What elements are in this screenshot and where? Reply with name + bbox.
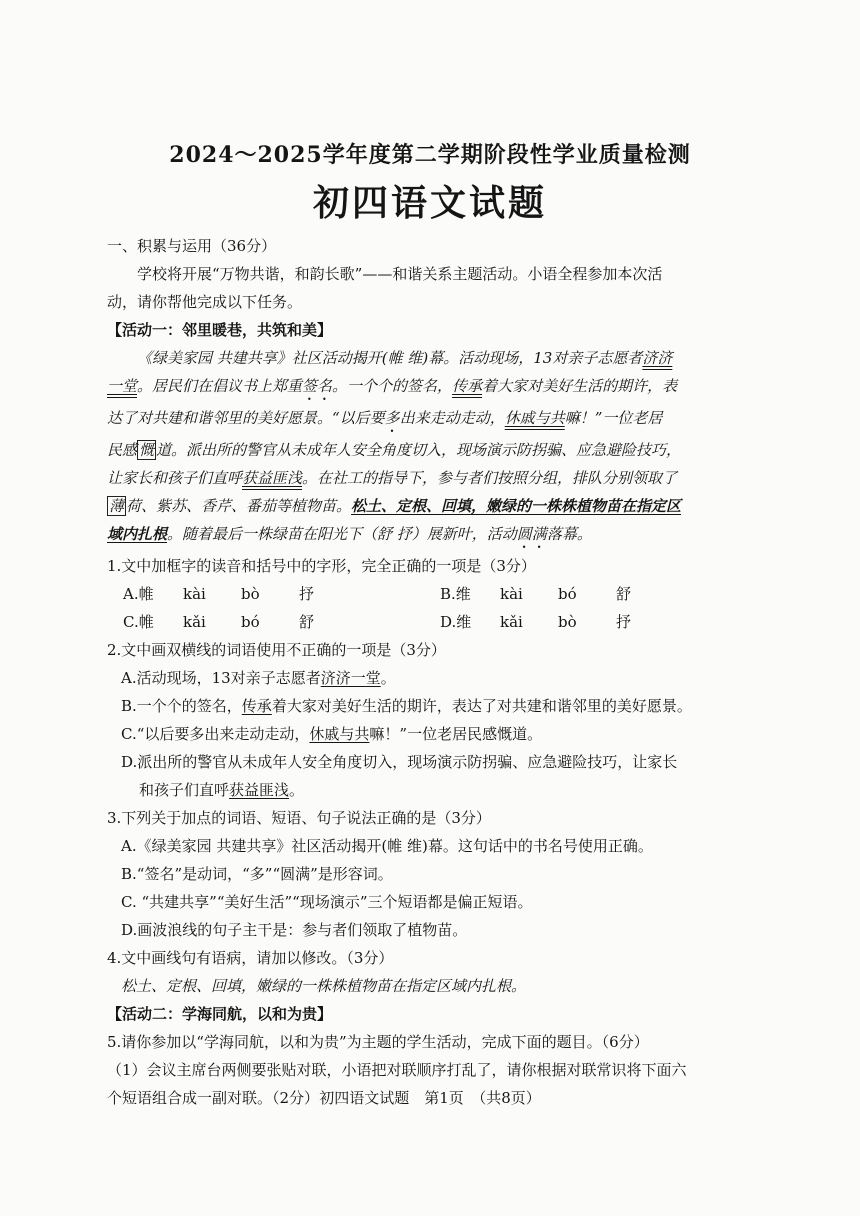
- passage-text: 荷、紫苏、香芹、番茄等植物苗。: [126, 497, 352, 515]
- option-text: 嘛！”一位老居民感慨道。: [369, 725, 543, 743]
- options-row: [107, 580, 757, 608]
- passage-line: [107, 372, 757, 404]
- option-text: 。: [289, 781, 305, 799]
- passage-text: 民感: [107, 441, 138, 459]
- underlined-sentence: 松土、定根、回填，嫩绿的一株株植物苗在指定区: [351, 497, 682, 515]
- double-underlined-word: 济济: [642, 349, 673, 367]
- option-letter: A.帷: [123, 585, 154, 603]
- question-stem: 3.下列关于加点的词语、短语、句子说法正确的是（3分）: [107, 809, 491, 827]
- option-pinyin: bó: [241, 613, 260, 631]
- passage-text: 。在社工的指导下，参与者们按照分组，排队分别领取了: [302, 469, 678, 487]
- passage-text: 。居民们在倡议书上郑重: [137, 377, 303, 395]
- option-pinyin: kài: [183, 585, 206, 603]
- activity-heading: 【活动一：邻里暖巷，共筑和美】: [107, 321, 333, 339]
- underlined-word: 传承: [241, 697, 272, 715]
- underlined-word: 济济一堂: [320, 669, 381, 687]
- option-text: 着大家对美好生活的期许，表达了对共建和谐邻里的美好愿景。: [271, 697, 692, 715]
- question-stem: 2.文中画双横线的词语使用不正确的一项是（3分）: [107, 641, 446, 659]
- options-row: [107, 608, 757, 636]
- passage-text: 《绿美家园 共建共享》社区活动揭开(帷 维)幕。活动现场，13对亲子志愿者: [137, 349, 643, 367]
- option-letter: B.维: [440, 585, 471, 603]
- passage: [107, 344, 757, 552]
- passage-text: 嘛！”一位老居: [564, 409, 663, 427]
- question-stem: 1.文中加框字的读音和括号中的字形，完全正确的一项是（3分）: [107, 557, 536, 575]
- boxed-character: 薄: [109, 497, 125, 515]
- option-b: [107, 692, 757, 720]
- option-d: D.派出所的警官从未成年人安全角度切入，现场演示防拐骗、应急避险技巧，让家长: [121, 753, 678, 771]
- option-a: [107, 664, 757, 692]
- passage-line: [107, 404, 757, 436]
- intro-line: 动，请你帮他完成以下任务。: [107, 293, 303, 311]
- faulty-sentence: 松土、定根、回填，嫩绿的一株株植物苗在指定区域内扎根。: [121, 977, 527, 995]
- option-d: [440, 608, 757, 636]
- passage-text: 。随着最后一株绿苗在阳光下（舒 抒）展新叶，活动: [167, 525, 517, 543]
- double-underlined-word: 休戚与共: [504, 409, 565, 427]
- dotted-word: 签名: [302, 377, 333, 395]
- section-heading: 一、积累与运用（36分）: [107, 237, 277, 255]
- passage-line: [107, 344, 757, 372]
- passage-line: [107, 492, 757, 520]
- option-c: C. “共建共享”“美好生活”“现场演示”三个短语都是偏正短语。: [121, 893, 533, 911]
- option-d: D.画波浪线的句子主干是：参与者们领取了植物苗。: [121, 921, 468, 939]
- underlined-word: 休戚与共: [309, 725, 370, 743]
- option-text: C.“以后要多出来走动走动，: [121, 725, 310, 743]
- option-pinyin: kǎi: [183, 613, 206, 631]
- option-pinyin: kài: [500, 585, 523, 603]
- option-char: 抒: [299, 585, 315, 603]
- option-pinyin: kǎi: [500, 613, 523, 631]
- sub-question: 个短语组合成一副对联。（2分）: [107, 1089, 320, 1107]
- passage-text: 道。派出所的警官从未成年人安全角度切入，现场演示防拐骗、应急避险技巧，: [156, 441, 682, 459]
- passage-text: 达了对共建和谐邻里的美好愿景。“以后要: [107, 409, 385, 427]
- option-letter: C.帷: [123, 613, 154, 631]
- option-c: [107, 720, 757, 748]
- passage-line: [107, 436, 757, 464]
- option-char: 舒: [299, 613, 315, 631]
- boxed-character: 慨: [139, 441, 155, 459]
- option-pinyin: bò: [241, 585, 260, 603]
- underlined-word: 获益匪浅: [229, 781, 290, 799]
- option-pinyin: bò: [558, 613, 577, 631]
- dotted-word: 多: [384, 409, 400, 427]
- sub-question: （1）会议主席台两侧要张贴对联，小语把对联顺序打乱了，请你根据对联常识将下面六: [107, 1061, 687, 1079]
- option-letter: D.维: [440, 613, 472, 631]
- passage-line: [107, 464, 757, 492]
- question-stem: 4.文中画线句有语病，请加以修改。（3分）: [107, 949, 394, 967]
- activity-heading: 【活动二：学海同航，以和为贵】: [107, 1005, 333, 1023]
- option-b: B.“签名”是动词，“多”“圆满”是形容词。: [121, 865, 393, 883]
- option-b: [440, 580, 757, 608]
- option-text: 。: [380, 669, 396, 687]
- page-footer: 初四语文试题 第1页 （共8页）: [319, 1089, 541, 1107]
- passage-text: 让家长和孩子们直呼: [107, 469, 243, 487]
- double-underlined-word: 传承: [452, 377, 483, 395]
- exam-subject-title: 初四语文试题: [312, 182, 547, 224]
- option-text: B.一个个的签名，: [121, 697, 242, 715]
- passage-text: 着大家对美好生活的期许，表: [482, 377, 678, 395]
- passage-text: 落幕。: [546, 525, 592, 543]
- dotted-word: 圆满: [516, 525, 547, 543]
- underlined-sentence: 域内扎根: [107, 525, 168, 543]
- exam-title: 2024～2025学年度第二学期阶段性学业质量检测: [169, 142, 691, 168]
- intro-line: 学校将开展“万物共谐，和韵长歌”——和谐关系主题活动。小语全程参加本次活: [137, 265, 663, 283]
- passage-text: 出来走动走动，: [399, 409, 505, 427]
- exam-content: [107, 232, 757, 1112]
- passage-text: 。一个个的签名，: [332, 377, 453, 395]
- option-d-cont: [107, 776, 757, 804]
- option-text: 和孩子们直呼: [139, 781, 230, 799]
- option-char: 抒: [616, 613, 632, 631]
- option-char: 舒: [616, 585, 632, 603]
- question-stem: 5.请你参加以“学海同航，以和为贵”为主题的学生活动，完成下面的题目。（6分）: [107, 1033, 649, 1051]
- passage-line: [107, 520, 757, 552]
- option-c: [123, 608, 440, 636]
- option-a: [123, 580, 440, 608]
- option-text: A.活动现场，13对亲子志愿者: [121, 669, 321, 687]
- option-pinyin: bó: [558, 585, 577, 603]
- double-underlined-word: 获益匪浅: [242, 469, 303, 487]
- option-a: A.《绿美家园 共建共享》社区活动揭开(帷 维)幕。这句话中的书名号使用正确。: [121, 837, 653, 855]
- double-underlined-word: 一堂: [107, 377, 138, 395]
